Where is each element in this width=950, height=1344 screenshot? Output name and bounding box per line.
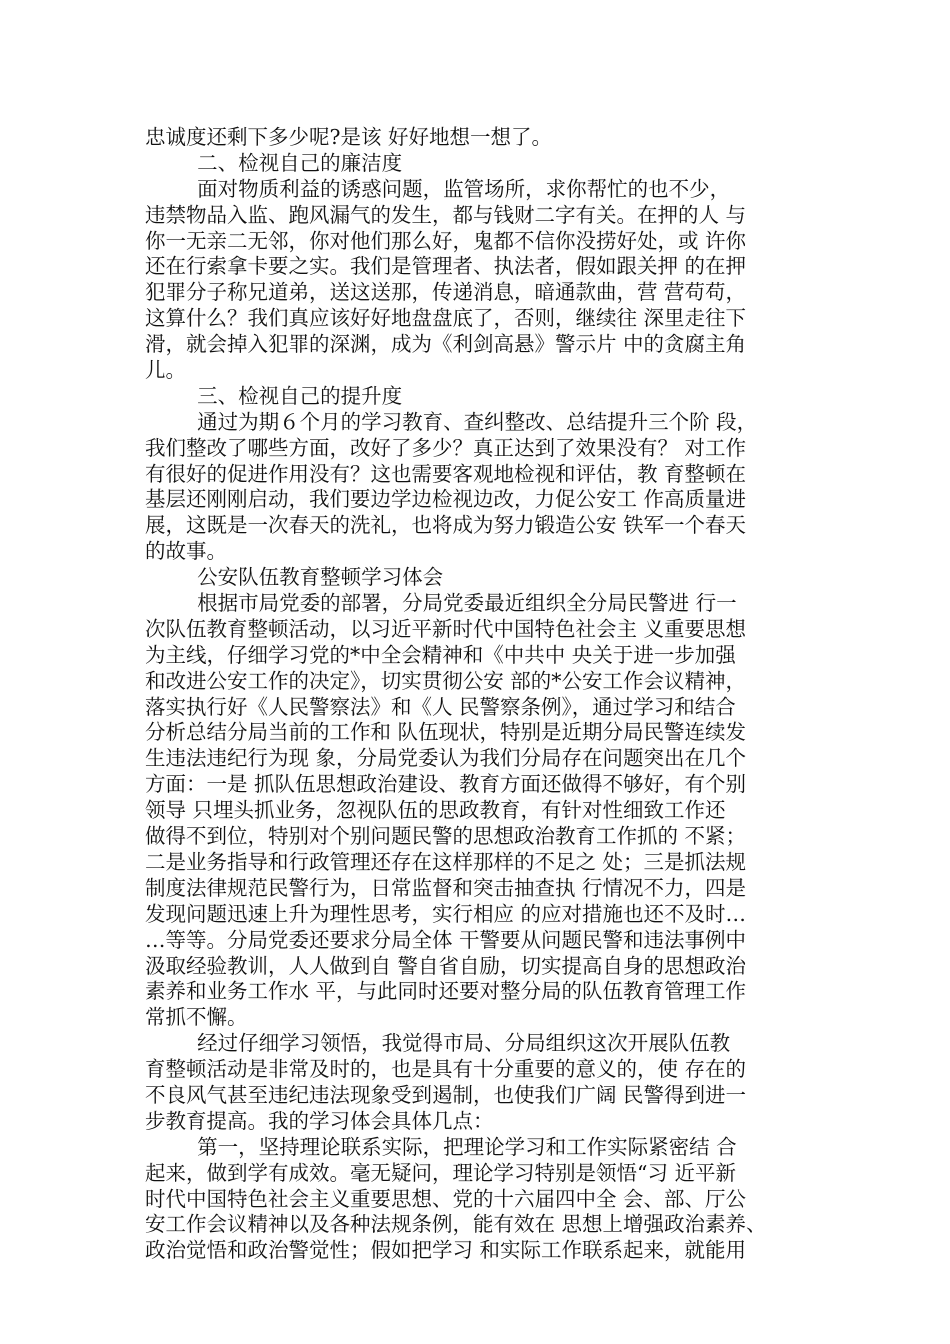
document-body xyxy=(145,125,825,1264)
text-line: 时代中国特色社会主义重要思想、党的十六届四中全 会、部、厅公 xyxy=(145,1186,747,1211)
text-line: 违禁物品入监、跑风漏气的发生，都与钱财二字有关。在押的人 与 xyxy=(145,202,747,227)
text-line: 这算什么？我们真应该好好地盘盘底了，否则，继续往 深里走往下 xyxy=(145,306,747,331)
text-line: 发现问题迅速上升为理性思考，实行相应 的应对措施也还不及时… xyxy=(145,901,747,926)
text-line: 通过为期６个月的学习教育、查纠整改、总结提升三个阶 段， xyxy=(145,409,758,434)
text-line: …等等。分局党委还要求分局全体 干警要从问题民警和违法事例中 xyxy=(145,927,747,952)
text-line: 不良风气甚至违纪违法现象受到遏制，也使我们广阔 民警得到进一 xyxy=(145,1082,747,1107)
text-line: 和改进公安工作的决定》，切实贯彻公安 部的*公安工作会议精神， xyxy=(145,668,747,693)
text-line: 面对物质利益的诱惑问题，监管场所，求你帮忙的也不少， xyxy=(145,176,731,201)
text-line: 你一无亲二无邻，你对他们那么好，鬼都不信你没捞好处，或 许你 xyxy=(145,228,747,253)
text-line: 方面：一是 抓队伍思想政治建设、教育方面还做得不够好，有个别 xyxy=(145,772,747,797)
text-line: 育整顿活动是非常及时的，也是具有十分重要的意义的，使 存在的 xyxy=(145,1057,747,1082)
text-line: 展，这既是一次春天的洗礼，也将成为努力锻造公安 铁军一个春天 xyxy=(145,513,747,538)
text-line: 经过仔细学习领悟，我觉得市局、分局组织这次开展队伍教 xyxy=(145,1031,731,1056)
text-line: 犯罪分子称兄道弟，送这送那，传递消息，暗通款曲，营 营苟苟， xyxy=(145,280,747,305)
text-line: 安工作会议精神以及各种法规条例，能有效在 思想上增强政治素养、 xyxy=(145,1212,767,1237)
text-line: 二是业务指导和行政管理还存在这样那样的不足之 处；三是抓法规 xyxy=(145,849,747,874)
text-line: 汲取经验教训，人人做到自 警自省自励，切实提高自身的思想政治 xyxy=(145,953,747,978)
section-heading: 三、检视自己的提升度 xyxy=(145,383,403,408)
text-line: 忠诚度还剩下多少呢?是该 好好地想一想了。 xyxy=(145,125,553,149)
text-line: 第一，坚持理论联系实际，把理论学习和工作实际紧密结 合 xyxy=(145,1134,737,1159)
text-line: 基层还刚刚启动，我们要边学边检视边改，力促公安工 作高质量进 xyxy=(145,487,747,512)
text-line: 落实执行好《人民警察法》和《人 民警察条例》，通过学习和结合 xyxy=(145,694,736,719)
text-line: 领导 只埋头抓业务，忽视队伍的思政教育，有针对性细致工作还 xyxy=(145,798,726,823)
text-line: 步教育提高。我的学习体会具体几点： xyxy=(145,1108,494,1133)
text-line: 为主线，仔细学习党的*中全会精神和《中共中 央关于进一步加强 xyxy=(145,642,736,667)
text-line: 有很好的促进作用没有？这也需要客观地检视和评估，教 育整顿在 xyxy=(145,461,747,486)
text-line: 滑，就会掉入犯罪的深渊，成为《利剑高悬》警示片 中的贪腐主角 xyxy=(145,332,747,357)
text-line: 制度法律规范民警行为，日常监督和突击抽查执 行情况不力，四是 xyxy=(145,875,747,900)
text-line: 生违法违纪行为现 象，分局党委认为我们分局存在问题突出在几个 xyxy=(145,746,747,771)
text-line: 儿。 xyxy=(145,358,186,383)
section-heading: 二、检视自己的廉洁度 xyxy=(145,150,403,175)
text-line: 素养和业务工作水 平，与此同时还要对整分局的队伍教育管理工作 xyxy=(145,979,747,1004)
article-title: 公安队伍教育整顿学习体会 xyxy=(145,565,444,590)
text-line: 做得不到位，特别对个别问题民警的思想政治教育工作抓的 不紧； xyxy=(145,824,747,849)
text-line: 次队伍教育整顿活动，以习近平新时代中国特色社会主 义重要思想 xyxy=(145,616,747,641)
text-line: 还在行索拿卡要之实。我们是管理者、执法者，假如跟关押 的在押 xyxy=(145,254,747,279)
text-line: 常抓不懈。 xyxy=(145,1005,248,1030)
text-line: 的故事。 xyxy=(145,539,227,564)
text-line: 政治觉悟和政治警觉性；假如把学习 和实际工作联系起来，就能用 xyxy=(145,1238,747,1263)
text-line: 根据市局党委的部署，分局党委最近组织全分局民警进 行一 xyxy=(145,591,737,616)
text-line: 分析总结分局当前的工作和 队伍现状，特别是近期分局民警连续发 xyxy=(145,720,747,745)
text-line: 我们整改了哪些方面，改好了多少？真正达到了效果没有？ 对工作 xyxy=(145,435,747,460)
text-line: 起来，做到学有成效。毫无疑问，理论学习特别是领悟“习 近平新 xyxy=(145,1160,736,1185)
